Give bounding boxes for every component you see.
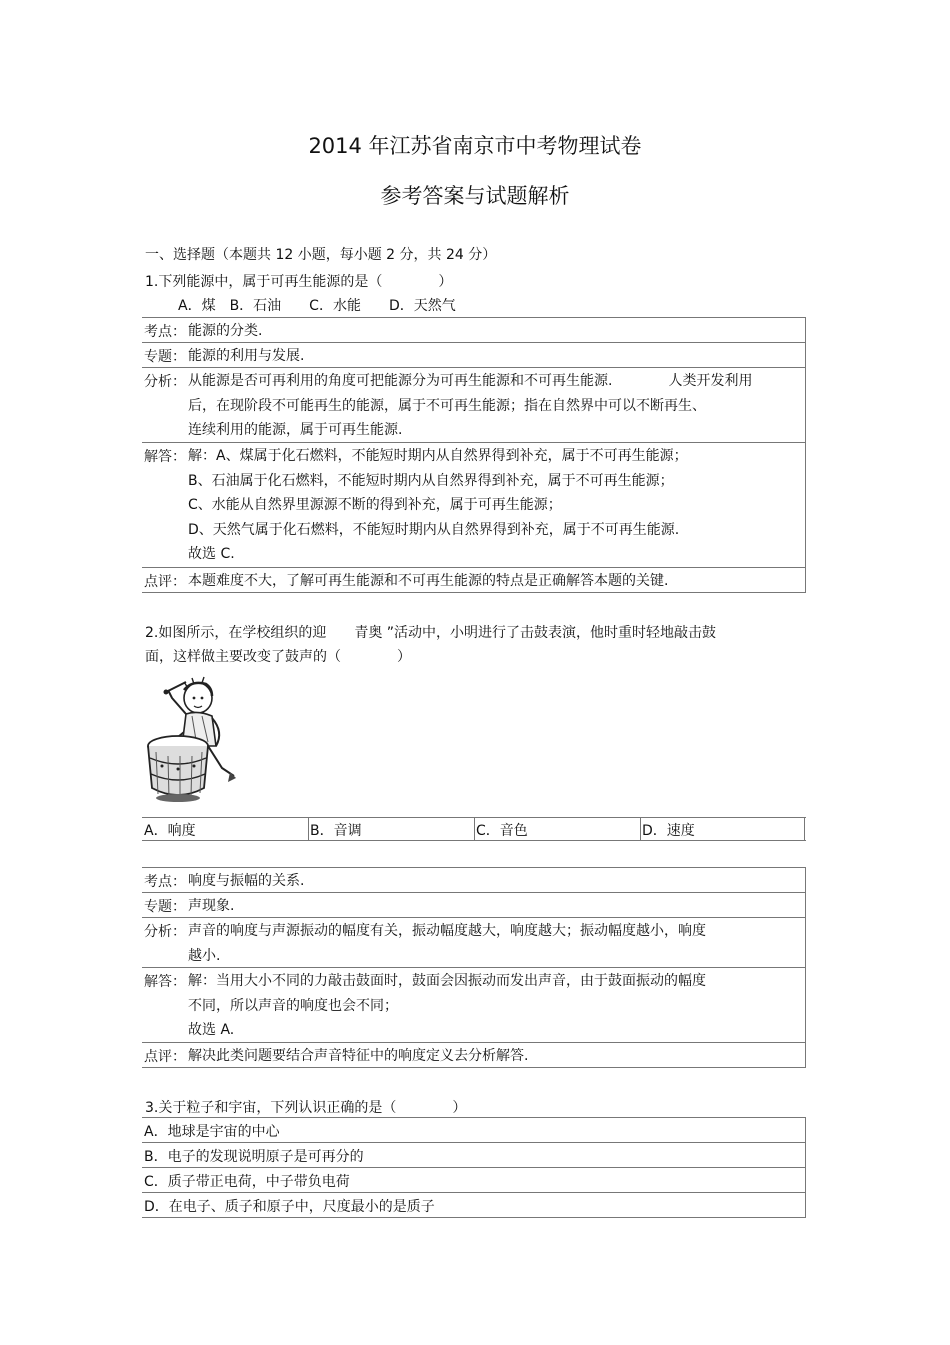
q1-jieda-line: C、水能从自然界里源源不断的得到补充，属于可再生能源； xyxy=(188,497,562,513)
q2-dianping-label: 点评： xyxy=(144,1049,186,1065)
q3-stem: 3.关于粒子和宇宙，下列认识正确的是（ ） xyxy=(145,1100,467,1116)
q2-fenxi-label: 分析： xyxy=(144,924,186,940)
q1-jieda-line: 故选 C. xyxy=(188,546,235,562)
q3-options-table xyxy=(142,1117,806,1218)
q1-jieda-line: 解：A、煤属于化石燃料，不能短时期内从自然界得到补充，属于不可再生能源； xyxy=(188,448,688,464)
q1-fenxi-text xyxy=(188,369,800,443)
q3-option-row xyxy=(142,1168,806,1193)
q3-option-c: C．质子带正电荷，中子带负电荷 xyxy=(144,1174,350,1190)
q2-jieda-line: 解：当用大小不同的力敲击鼓面时，鼓面会因振动而发出声音，由于鼓面振动的幅度 xyxy=(188,973,706,989)
q2-jieda-line: 不同，所以声音的响度也会不同； xyxy=(188,997,398,1014)
q1-zhuanti-text: 能源的利用与发展. xyxy=(188,348,305,364)
q2-fenxi-line: 越小. xyxy=(188,947,221,964)
q3-option-row xyxy=(142,1143,806,1168)
q1-fenxi-line: 从能源是否可再利用的角度可把能源分为可再生能源和不可再生能源. 人类开发利用 xyxy=(188,373,753,389)
q2-zhuanti-label: 专题： xyxy=(144,899,186,915)
q2-fenxi-line: 声音的响度与声源振动的幅度有关，振动幅度越大，响度越大；振动幅度越小，响度 xyxy=(188,923,706,939)
q2-option-divider xyxy=(474,818,475,840)
q1-fenxi-line: 后，在现阶段不可能再生的能源，属于不可再生能源；指在自然界中可以不断再生、 xyxy=(188,397,706,414)
q1-dianping-text: 本题难度不大，了解可再生能源和不可再生能源的特点是正确解答本题的关键. xyxy=(188,573,669,589)
q1-jieda-text xyxy=(188,444,800,567)
q2-zhuanti-text: 声现象. xyxy=(188,898,235,914)
q2-options-row xyxy=(142,817,806,841)
q2-option-b: B．音调 xyxy=(310,823,362,839)
q2-fenxi-row xyxy=(142,918,806,968)
q1-jieda-label: 解答： xyxy=(144,449,186,465)
q3-option-row xyxy=(142,1118,806,1143)
q2-option-divider xyxy=(640,818,641,840)
q3-option-a: A．地球是宇宙的中心 xyxy=(144,1124,280,1140)
q2-stem-line2: 面，这样做主要改变了鼓声的（ ） xyxy=(145,649,411,665)
q2-option-divider xyxy=(804,818,805,840)
q2-kaodian-row xyxy=(142,868,806,893)
q1-options: A．煤 B．石油 C．水能 D．天然气 xyxy=(178,298,456,314)
q1-jieda-line: B、石油属于化石燃料，不能短时期内从自然界得到补充，属于不可再生能源； xyxy=(188,472,674,489)
q2-option-d: D．速度 xyxy=(642,823,695,839)
q2-stem-line1: 2.如图所示，在学校组织的迎 青奥 ”活动中，小明进行了击鼓表演，他时重时轻地敲击鼓 xyxy=(145,625,717,641)
q2-kaodian-text: 响度与振幅的关系. xyxy=(188,873,305,889)
q1-kaodian-label: 考点： xyxy=(144,324,186,340)
q1-jieda-line: D、天然气属于化石燃料，不能短时期内从自然界得到补充，属于不可再生能源. xyxy=(188,521,680,538)
q1-dianping-label: 点评： xyxy=(144,574,186,590)
q2-zhuanti-row xyxy=(142,893,806,918)
q1-kaodian-row xyxy=(142,318,806,343)
drummer-illustration xyxy=(142,676,238,804)
q1-fenxi-line: 连续利用的能源，属于可再生能源. xyxy=(188,422,403,438)
q2-option-c: C．音色 xyxy=(476,823,528,839)
q3-option-b: B．电子的发现说明原子是可再分的 xyxy=(144,1149,364,1165)
q1-kaodian-text: 能源的分类. xyxy=(188,323,263,339)
q1-jieda-row xyxy=(142,443,806,568)
q1-zhuanti-row xyxy=(142,343,806,368)
q2-dianping-row xyxy=(142,1043,806,1068)
q1-fenxi-row xyxy=(142,368,806,443)
q2-option-divider xyxy=(308,818,309,840)
q2-fenxi-text xyxy=(188,919,800,968)
q1-dianping-row xyxy=(142,568,806,593)
q2-kaodian-label: 考点： xyxy=(144,874,186,890)
q2-option-a: A．响度 xyxy=(144,823,196,839)
q1-analysis-table xyxy=(142,317,806,593)
page-subtitle: 参考答案与试题解析 xyxy=(380,184,570,208)
q3-option-d: D．在电子、质子和原子中，尺度最小的是质子 xyxy=(144,1199,435,1215)
q2-dianping-text: 解决此类问题要结合声音特征中的响度定义去分析解答. xyxy=(188,1048,529,1064)
q2-jieda-label: 解答： xyxy=(144,974,186,990)
q1-zhuanti-label: 专题： xyxy=(144,349,186,365)
q2-analysis-table xyxy=(142,867,806,1068)
page-title: 2014 年江苏省南京市中考物理试卷 xyxy=(308,134,642,158)
q2-jieda-text xyxy=(188,969,800,1043)
q3-option-row xyxy=(142,1193,806,1218)
q2-jieda-line: 故选 A. xyxy=(188,1022,235,1038)
q1-fenxi-label: 分析： xyxy=(144,374,186,390)
q1-stem: 1.下列能源中，属于可再生能源的是（ ） xyxy=(145,274,453,290)
section-heading: 一、选择题（本题共 12 小题，每小题 2 分，共 24 分） xyxy=(145,247,497,263)
q2-jieda-row xyxy=(142,968,806,1043)
